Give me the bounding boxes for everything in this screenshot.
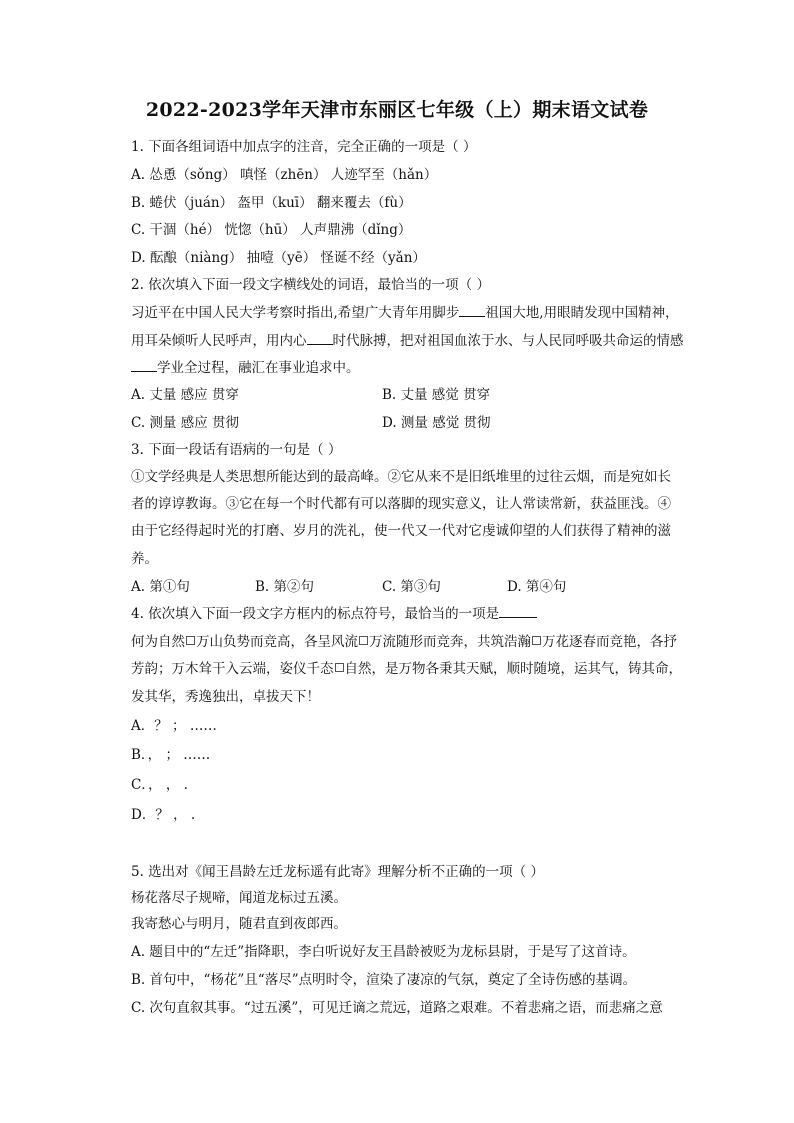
punctuation-box <box>532 636 541 645</box>
q4-option-d: D．？ ， . <box>131 807 196 823</box>
q4-passage-line-1 <box>131 632 677 652</box>
q2-passage-line-1 <box>131 303 679 323</box>
q5-poem-line-2: 我寄愁心与明月，随君直到夜郎西。 <box>131 916 347 932</box>
q1-option-c: C. 干涸（hé） 恍惚（hū） 人声鼎沸（dǐng） <box>131 222 412 238</box>
q4-passage-line-2 <box>131 659 682 679</box>
q4-passage-text: 自然，是万物各秉其天赋，顺时随境，运其气，铸其命， <box>344 661 682 677</box>
q1-option-b: B. 蜷伏（juán） 盔甲（kuī） 翻来覆去（fù） <box>131 195 412 211</box>
q4-passage-text: 何为自然 <box>131 634 185 650</box>
punctuation-box <box>359 636 368 645</box>
answer-blank <box>499 604 537 618</box>
q5-option-b: B. 首句中，“杨花”且“落尽”点明时令，渲染了凄凉的气氛，奠定了全诗伤感的基调。 <box>131 972 637 988</box>
q3-passage-line-1: ①文学经典是人类思想所能达到的最高峰。②它从来不是旧纸堆里的过往云烟，而是宛如长 <box>131 469 671 485</box>
q1-option-a: A. 怂恿（sǒng） 嗔怪（zhēn） 人迹罕至（hǎn） <box>131 167 438 183</box>
q5-option-a: A. 题目中的“左迁”指降职，李白听说好友王昌龄被贬为龙标县尉，于是写了这首诗。 <box>131 944 636 960</box>
punctuation-box <box>186 636 195 645</box>
q4-stem-line <box>131 604 537 624</box>
q3-option-d: D. 第④句 <box>507 579 567 595</box>
q4-passage-line-3: 发其华，秀逸独出，卓拔天下！ <box>131 689 320 705</box>
q3-option-a: A. 第①句 <box>131 579 190 595</box>
q2-passage-text: 祖国大地,用眼睛发现中国精神， <box>485 305 679 321</box>
q4-passage-text: 万花逐春而竞艳，各抒 <box>542 634 677 650</box>
q4-option-a: A．？ ； …… <box>131 718 217 734</box>
q3-passage-line-2: 者的谆谆教诲。③它在每一个时代都有可以落脚的现实意义，让人常读常新，获益匪浅。④ <box>131 496 671 512</box>
q1-option-d: D. 酝酿（niàng） 抽噎（yē） 怪诞不经（yǎn） <box>131 250 426 266</box>
q2-passage-text: 用耳朵倾听人民呼声，用内心 <box>131 333 307 349</box>
q2-passage-text: 学业全过程，融汇在事业追求中。 <box>157 360 360 376</box>
q2-option-b: B. 丈量 感觉 贯穿 <box>382 387 491 403</box>
q4-stem: 4. 依次填入下面一段文字方框内的标点符号，最恰当的一项是 <box>131 606 500 622</box>
q4-option-c: C．， ， . <box>131 777 188 793</box>
q3-passage-line-4: 养。 <box>131 551 158 567</box>
q5-stem: 5. 选出对《闻王昌龄左迁龙标遥有此寄》理解分析不正确的一项（ ） <box>131 864 544 880</box>
q2-passage-line-2 <box>131 331 684 351</box>
q4-option-b: B．， ； …… <box>131 747 211 763</box>
q2-option-a: A. 丈量 感应 贯穿 <box>131 387 239 403</box>
q4-passage-text: 万流随形而竞奔，共筑浩瀚 <box>369 634 531 650</box>
q3-passage-line-3: 由于它经得起时光的打磨、岁月的洗礼，使一代又一代对它虔诚仰望的人们获得了精神的滋 <box>131 523 671 539</box>
q1-stem: 1. 下面各组词语中加点字的注音，完全正确的一项是（ ） <box>131 139 477 155</box>
q2-option-d: D. 测量 感觉 贯彻 <box>382 415 491 431</box>
q3-option-c: C. 第③句 <box>382 579 441 595</box>
q2-passage-text: 习近平在中国人民大学考察时指出,希望广大青年用脚步 <box>131 305 460 321</box>
q5-poem-line-1: 杨花落尽子规啼，闻道龙标过五溪。 <box>131 890 347 906</box>
q5-option-c: C. 次句直叙其事。“过五溪”，可见迁谪之荒远，道路之艰难。不着悲痛之语，而悲痛之意 <box>131 1000 663 1016</box>
q4-passage-text: 芳韵；万木耸干入云端，姿仪千态 <box>131 661 334 677</box>
q2-passage-line-3 <box>131 358 360 378</box>
fill-blank <box>307 331 333 345</box>
q2-stem: 2. 依次填入下面一段文字横线处的词语，最恰当的一项（ ） <box>131 277 490 293</box>
fill-blank <box>459 303 485 317</box>
q2-option-c: C. 测量 感应 贯彻 <box>131 415 240 431</box>
q2-passage-text: 时代脉搏，把对祖国血浓于水、与人民同呼吸共命运的情感 <box>332 333 684 349</box>
q4-passage-text: 万山负势而竞高，各呈风流 <box>196 634 358 650</box>
q3-stem: 3. 下面一段话有语病的一句是（ ） <box>131 442 342 458</box>
punctuation-box <box>335 663 344 672</box>
fill-blank <box>131 358 157 372</box>
page-title: 2022-2023学年天津市东丽区七年级（上）期末语文试卷 <box>145 99 649 121</box>
q3-option-b: B. 第②句 <box>255 579 315 595</box>
